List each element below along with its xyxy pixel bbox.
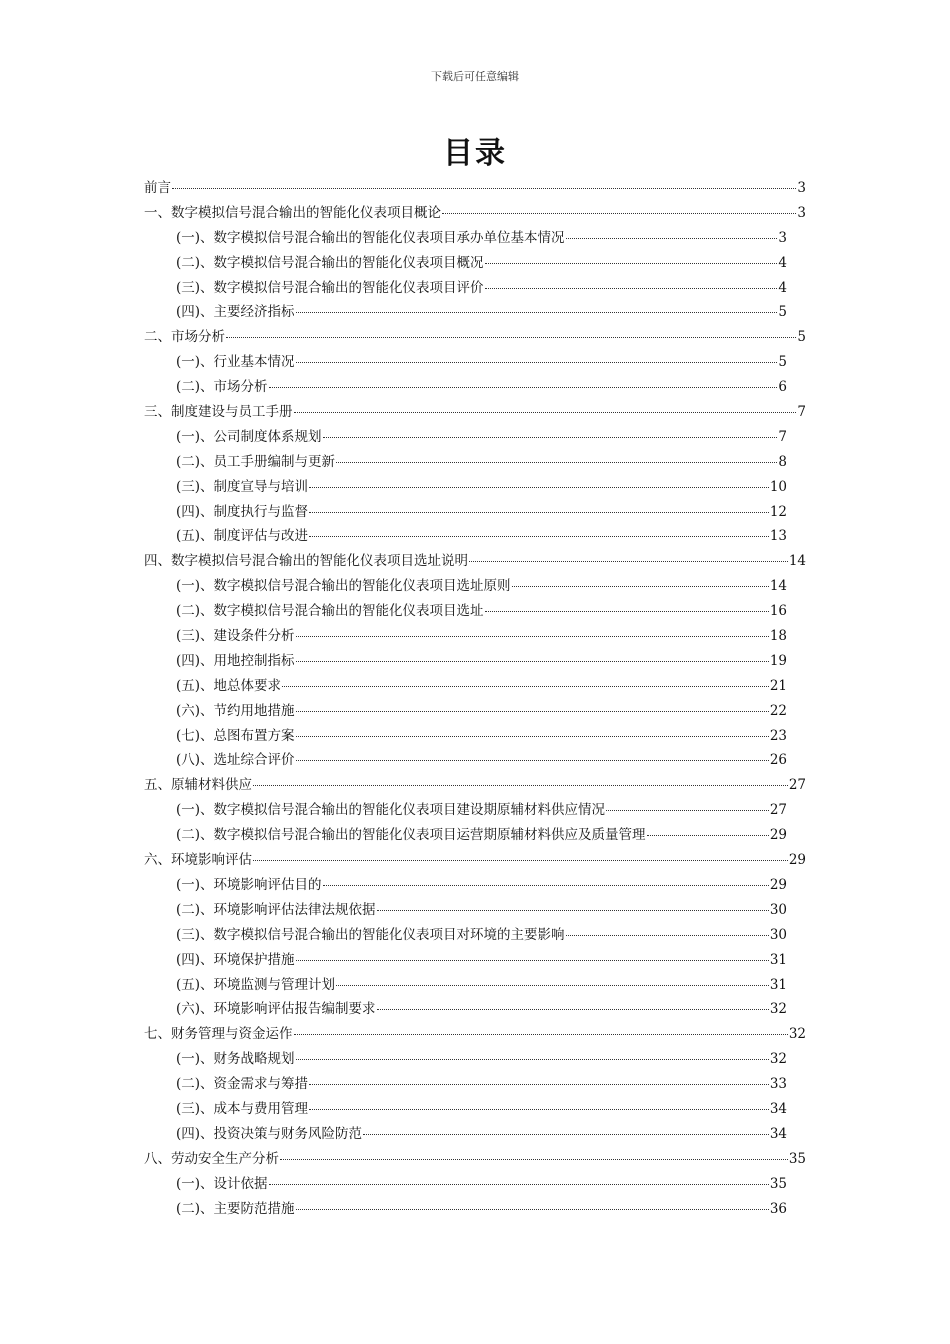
toc-dot-leader: [336, 461, 777, 463]
toc-page-number: 13: [769, 528, 787, 545]
toc-entry-title: (四)、制度执行与监督: [176, 503, 309, 520]
toc-page-number: 32: [788, 1026, 806, 1043]
toc-entry-section[interactable]: [144, 574, 806, 599]
toc-entry-section[interactable]: [144, 1047, 806, 1072]
toc-page-number: 35: [788, 1150, 806, 1167]
toc-entry-title: (一)、数字模拟信号混合输出的智能化仪表项目建设期原辅材料供应情况: [176, 802, 606, 819]
toc-entry-section[interactable]: [144, 624, 806, 649]
toc-entry-section[interactable]: [144, 1197, 806, 1222]
toc-page-number: 3: [797, 180, 806, 196]
toc-entry-section[interactable]: [144, 1072, 806, 1097]
toc-page-number: 21: [769, 677, 787, 694]
toc-dot-leader: [377, 1008, 769, 1010]
toc-page-number: 12: [769, 503, 787, 520]
toc-entry-section[interactable]: [144, 873, 806, 898]
toc-dot-leader: [296, 311, 778, 313]
toc-entry-section[interactable]: [144, 674, 806, 699]
toc-dot-leader: [269, 1183, 769, 1185]
toc-dot-leader: [309, 535, 769, 537]
toc-dot-leader: [296, 1058, 769, 1060]
toc-entry-chapter[interactable]: [144, 176, 806, 201]
toc-entry-section[interactable]: [144, 699, 806, 724]
table-of-contents: [144, 176, 806, 1221]
toc-page-number: 22: [769, 702, 787, 719]
toc-entry-section[interactable]: [144, 997, 806, 1022]
toc-entry-title: (二)、市场分析: [176, 379, 268, 396]
toc-entry-title: (八)、选址综合评价: [176, 752, 295, 769]
toc-page-number: 30: [769, 901, 787, 918]
toc-page-number: 14: [769, 578, 787, 595]
toc-dot-leader: [226, 336, 796, 338]
toc-dot-leader: [282, 685, 769, 687]
toc-entry-title: (四)、环境保护措施: [176, 951, 295, 968]
toc-dot-leader: [296, 635, 769, 637]
toc-dot-leader: [469, 560, 788, 562]
toc-entry-section[interactable]: [144, 1122, 806, 1147]
toc-entry-chapter[interactable]: [144, 549, 806, 574]
toc-dot-leader: [485, 262, 778, 264]
toc-dot-leader: [323, 884, 769, 886]
toc-entry-section[interactable]: [144, 475, 806, 500]
toc-entry-section[interactable]: [144, 923, 806, 948]
toc-entry-chapter[interactable]: [144, 773, 806, 798]
toc-page-number: 29: [769, 876, 787, 893]
toc-entry-chapter[interactable]: [144, 1147, 806, 1172]
toc-dot-leader: [512, 585, 769, 587]
toc-dot-leader: [309, 511, 769, 513]
toc-entry-title: 一、数字模拟信号混合输出的智能化仪表项目概论: [144, 204, 441, 221]
toc-page-number: 33: [769, 1076, 787, 1093]
toc-dot-leader: [296, 660, 769, 662]
toc-entry-section[interactable]: [144, 524, 806, 549]
toc-entry-section[interactable]: [144, 898, 806, 923]
toc-entry-title: 八、劳动安全生产分析: [144, 1150, 279, 1167]
toc-dot-leader: [294, 1033, 788, 1035]
toc-page-number: 3: [797, 204, 806, 221]
toc-entry-title: 三、制度建设与员工手册: [144, 404, 293, 421]
toc-entry-section[interactable]: [144, 1097, 806, 1122]
toc-entry-title: (四)、投资决策与财务风险防范: [176, 1125, 363, 1142]
toc-page-number: 7: [797, 404, 806, 421]
toc-page-number: 5: [797, 329, 806, 346]
toc-dot-leader: [377, 909, 769, 911]
toc-page-number: 19: [769, 652, 787, 669]
toc-entry-section[interactable]: [144, 599, 806, 624]
toc-dot-leader: [336, 984, 769, 986]
toc-entry-section[interactable]: [144, 226, 806, 251]
toc-entry-title: (一)、数字模拟信号混合输出的智能化仪表项目选址原则: [176, 578, 511, 595]
toc-entry-section[interactable]: [144, 350, 806, 375]
toc-dot-leader: [296, 735, 769, 737]
toc-entry-title: (一)、环境影响评估目的: [176, 876, 322, 893]
toc-page-number: 5: [778, 304, 787, 321]
toc-entry-title: 七、财务管理与资金运作: [144, 1026, 293, 1043]
toc-page-number: 6: [778, 379, 787, 396]
toc-entry-title: (三)、制度宣导与培训: [176, 478, 309, 495]
toc-page-number: 3: [778, 229, 787, 246]
toc-entry-section[interactable]: [144, 798, 806, 823]
toc-page-number: 30: [769, 926, 787, 943]
toc-entry-title: (五)、环境监测与管理计划: [176, 976, 336, 993]
toc-entry-title: (四)、主要经济指标: [176, 304, 295, 321]
toc-entry-title: (二)、环境影响评估法律法规依据: [176, 901, 376, 918]
toc-entry-title: (六)、环境影响评估报告编制要求: [176, 1001, 376, 1018]
toc-page-number: 27: [788, 777, 806, 794]
toc-page-number: 27: [769, 802, 787, 819]
toc-entry-title: (三)、成本与费用管理: [176, 1100, 309, 1117]
toc-entry-section[interactable]: [144, 724, 806, 749]
page-header-note: 下载后可任意编辑: [431, 70, 519, 83]
toc-entry-section[interactable]: [144, 973, 806, 998]
toc-page-number: 18: [769, 628, 787, 645]
toc-dot-leader: [296, 759, 769, 761]
toc-entry-chapter[interactable]: [144, 1022, 806, 1047]
toc-dot-leader: [323, 436, 778, 438]
toc-entry-section[interactable]: [144, 748, 806, 773]
toc-entry-title: (二)、主要防范措施: [176, 1200, 295, 1217]
toc-entry-section[interactable]: [144, 948, 806, 973]
toc-title: 目录: [443, 136, 507, 171]
toc-entry-title: (二)、员工手册编制与更新: [176, 453, 336, 470]
toc-entry-title: (三)、建设条件分析: [176, 628, 295, 645]
toc-page-number: 7: [778, 428, 787, 445]
toc-page-number: 29: [769, 827, 787, 844]
toc-page-number: 4: [778, 254, 787, 271]
toc-entry-title: (五)、地总体要求: [176, 677, 282, 694]
toc-entry-chapter[interactable]: [144, 201, 806, 226]
toc-entry-title: (一)、数字模拟信号混合输出的智能化仪表项目承办单位基本情况: [176, 229, 565, 246]
toc-entry-title: 二、市场分析: [144, 329, 225, 346]
toc-page-number: 5: [778, 354, 787, 371]
toc-page-number: 35: [769, 1175, 787, 1192]
toc-page-number: 32: [769, 1051, 787, 1068]
toc-page-number: 29: [788, 852, 806, 869]
toc-entry-title: (五)、制度评估与改进: [176, 528, 309, 545]
toc-page-number: 23: [769, 727, 787, 744]
toc-page-number: 10: [769, 478, 787, 495]
toc-dot-leader: [269, 386, 778, 388]
toc-dot-leader: [442, 212, 796, 214]
toc-entry-section[interactable]: [144, 276, 806, 301]
toc-page-number: 31: [769, 951, 787, 968]
toc-entry-title: (七)、总图布置方案: [176, 727, 295, 744]
toc-entry-title: (二)、资金需求与筹措: [176, 1076, 309, 1093]
toc-dot-leader: [309, 1083, 769, 1085]
toc-page-number: 16: [769, 603, 787, 620]
toc-dot-leader: [296, 1208, 769, 1210]
toc-dot-leader: [309, 1108, 769, 1110]
toc-dot-leader: [296, 361, 778, 363]
toc-entry-title: (二)、数字模拟信号混合输出的智能化仪表项目概况: [176, 254, 484, 271]
toc-dot-leader: [647, 834, 769, 836]
toc-page-number: 8: [778, 453, 787, 470]
toc-entry-section[interactable]: [144, 300, 806, 325]
toc-dot-leader: [172, 187, 796, 189]
toc-dot-leader: [296, 959, 769, 961]
toc-entry-section[interactable]: [144, 823, 806, 848]
toc-entry-chapter[interactable]: [144, 400, 806, 425]
toc-entry-title: 六、环境影响评估: [144, 852, 252, 869]
toc-dot-leader: [280, 1158, 788, 1160]
toc-page-number: 36: [769, 1200, 787, 1217]
toc-dot-leader: [485, 610, 769, 612]
toc-dot-leader: [566, 934, 769, 936]
toc-entry-title: (六)、节约用地措施: [176, 702, 295, 719]
toc-page-number: 32: [769, 1001, 787, 1018]
toc-page-number: 4: [778, 279, 787, 296]
toc-entry-title: (一)、财务战略规划: [176, 1051, 295, 1068]
toc-page-number: 34: [769, 1125, 787, 1142]
toc-dot-leader: [606, 809, 769, 811]
toc-dot-leader: [485, 287, 778, 289]
toc-entry-chapter[interactable]: [144, 325, 806, 350]
toc-entry-title: (四)、用地控制指标: [176, 652, 295, 669]
toc-entry-section[interactable]: [144, 500, 806, 525]
toc-entry-title: (一)、公司制度体系规划: [176, 428, 322, 445]
toc-entry-title: (三)、数字模拟信号混合输出的智能化仪表项目对环境的主要影响: [176, 926, 565, 943]
toc-entry-section[interactable]: [144, 375, 806, 400]
toc-dot-leader: [253, 859, 788, 861]
toc-page-number: 14: [788, 553, 806, 570]
toc-entry-title: 五、原辅材料供应: [144, 777, 252, 794]
toc-dot-leader: [309, 486, 769, 488]
toc-dot-leader: [566, 237, 778, 239]
toc-dot-leader: [296, 710, 769, 712]
toc-entry-title: (一)、行业基本情况: [176, 354, 295, 371]
toc-entry-title: (三)、数字模拟信号混合输出的智能化仪表项目评价: [176, 279, 484, 296]
toc-entry-section[interactable]: [144, 425, 806, 450]
toc-entry-section[interactable]: [144, 450, 806, 475]
toc-entry-section[interactable]: [144, 251, 806, 276]
toc-dot-leader: [363, 1133, 769, 1135]
toc-entry-title: 前言: [144, 180, 171, 196]
toc-entry-section[interactable]: [144, 649, 806, 674]
toc-entry-section[interactable]: [144, 1172, 806, 1197]
toc-entry-title: (二)、数字模拟信号混合输出的智能化仪表项目运营期原辅材料供应及质量管理: [176, 827, 646, 844]
toc-entry-title: (一)、设计依据: [176, 1175, 268, 1192]
toc-page-number: 26: [769, 752, 787, 769]
toc-entry-title: 四、数字模拟信号混合输出的智能化仪表项目选址说明: [144, 553, 468, 570]
toc-dot-leader: [253, 784, 788, 786]
toc-page-number: 31: [769, 976, 787, 993]
toc-dot-leader: [294, 411, 797, 413]
toc-entry-title: (二)、数字模拟信号混合输出的智能化仪表项目选址: [176, 603, 484, 620]
toc-page-number: 34: [769, 1100, 787, 1117]
toc-entry-chapter[interactable]: [144, 848, 806, 873]
